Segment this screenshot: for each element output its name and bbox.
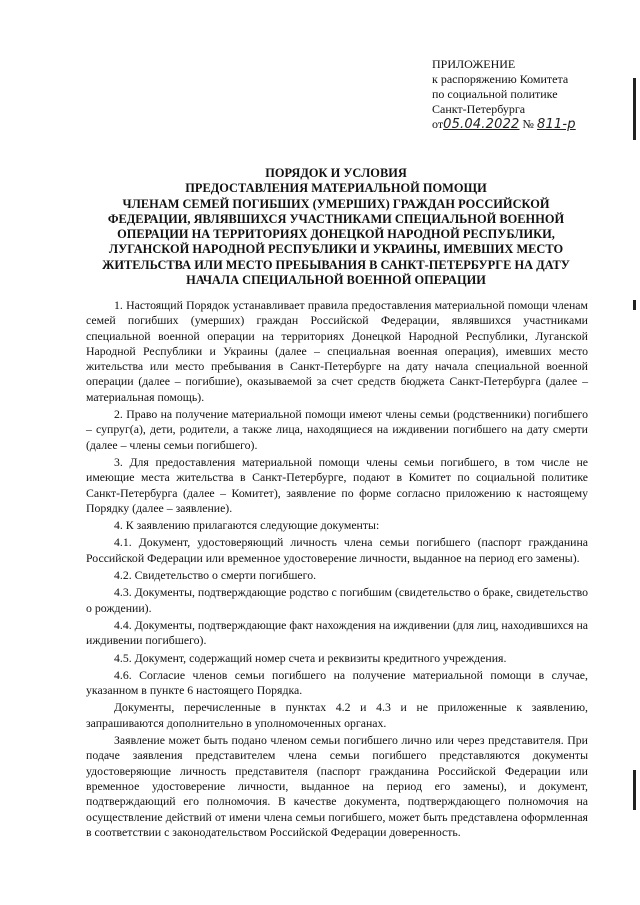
appendix-label: ПРИЛОЖЕНИЕ (432, 57, 516, 71)
title-line: НАЧАЛА СПЕЦИАЛЬНОЙ ВОЕННОЙ ОПЕРАЦИИ (186, 273, 486, 288)
scan-edge-mark (633, 770, 636, 810)
handwritten-number: 811-р (536, 117, 576, 132)
title-line: ПОРЯДОК И УСЛОВИЯ (265, 166, 407, 180)
scan-edge-mark (633, 78, 636, 140)
document-body (86, 298, 588, 842)
paragraph-4-5: 4.5. Документ, содержащий номер счета и реквизиты кредитного учреждения. (114, 650, 507, 665)
paragraph-4: 4. К заявлению прилагаются следующие документы: (114, 518, 380, 533)
title-line: ЧЛЕНАМ СЕМЕЙ ПОГИБШИХ (УМЕРШИХ) ГРАЖДАН РОССИЙСКОЙ (122, 196, 550, 211)
paragraph-4-4: 4.4. Документы, подтверждающие факт нахождения на иждивении (для лиц, находившихся на иждивении погибшего). (86, 617, 588, 648)
scan-edge-mark (633, 300, 636, 310)
title-line: ФЕДЕРАЦИИ, ЯВЛЯВШИХСЯ УЧАСТНИКАМИ СПЕЦИАЛЬНОЙ ВОЕННОЙ (107, 211, 565, 226)
paragraph-4-1: 4.1. Документ, удостоверяющий личность члена семьи погибшего (паспорт гражданина Российской Федерации или временное удостоверение личности, выданное на период его замены). (86, 535, 588, 565)
appendix-line-1: к распоряжению Комитета (432, 72, 569, 86)
appendix-line-3: Санкт-Петербурга (432, 102, 526, 116)
document-title (96, 166, 576, 288)
paragraph-documents-request: Документы, перечисленные в пунктах 4.2 и 4.3 и не приложенные к заявлению, запрашиваются дополнительно в уполномоченных органах. (86, 700, 588, 730)
paragraph-representative: Заявление может быть подано членом семьи погибшего лично или через представителя. При подаче заявления представителем члена семьи погибшего представляются документы удостоверяющие личность представителя (паспорт гражданина Российской Федерации или временное удостоверение личности, выданное на период его замены), и документ, подтверждающий его полномочия. В качестве документа, подтверждающего полномочия на осуществление действий от имени члена семьи погибшего, может быть представлена оформленная в соответствии с законодательством Российской Федерации доверенность. (86, 733, 588, 839)
appendix-header (432, 57, 632, 132)
paragraph-4-2: 4.2. Свидетельство о смерти погибшего. (114, 568, 317, 583)
number-prefix: № (522, 117, 534, 131)
date-prefix: от (432, 117, 444, 131)
paragraph-2: 2. Право на получение материальной помощи имеют члены семьи (родственники) погибшего – супруг(а), дети, родители, а также лица, находящиеся на иждивении погибшего на дату смерти (далее – члены семьи погибшего). (86, 407, 588, 452)
title-line: ЛУГАНСКОЙ НАРОДНОЙ РЕСПУБЛИКИ И УКРАИНЫ, ИМЕВШИХ МЕСТО (108, 242, 564, 257)
paragraph-4-6: 4.6. Согласие членов семьи погибшего на получение материальной помощи в случае, указанном в пункте 6 настоящего Порядка. (86, 667, 588, 698)
title-line: ПРЕДОСТАВЛЕНИЯ МАТЕРИАЛЬНОЙ ПОМОЩИ (185, 181, 487, 196)
paragraph-3: 3. Для предоставления материальной помощи члены семьи погибшего, в том числе не имеющие места жительства в Санкт-Петербурге, подают в Комитет по социальной политике Санкт-Петербурга (далее – Комитет), заявление по форме согласно приложению к настоящему Порядку (далее – заявление). (86, 454, 588, 515)
title-line: ОПЕРАЦИИ НА ТЕРРИТОРИЯХ ДОНЕЦКОЙ НАРОДНОЙ РЕСПУБЛИКИ, (117, 227, 555, 242)
handwritten-date: 05.04.2022 (443, 117, 520, 132)
paragraph-1: 1. Настоящий Порядок устанавливает правила предоставления материальной помощи членам семей погибших (умерших) граждан Российской Федерации, являвшихся участниками специальной военной операции на территориях Донецкой Народной Республики, Луганской Народной Республики и Украины (далее – специальная военная операция), имевших место жительства или место пребывания в Санкт-Петербурге на дату начала специальной военной операции (далее – погибшие), оказываемой за счет средств бюджета Санкт-Петербурга (далее – материальная помощь). (86, 298, 588, 404)
paragraph-4-3: 4.3. Документы, подтверждающие родство с погибшим (свидетельство о браке, свидетельство о рождении). (86, 585, 588, 615)
appendix-line-2: по социальной политике (432, 87, 558, 101)
title-line: ЖИТЕЛЬСТВА ИЛИ МЕСТО ПРЕБЫВАНИЯ В САНКТ-ПЕТЕРБУРГЕ НА ДАТУ (102, 257, 570, 272)
appendix-date-line (432, 117, 632, 132)
